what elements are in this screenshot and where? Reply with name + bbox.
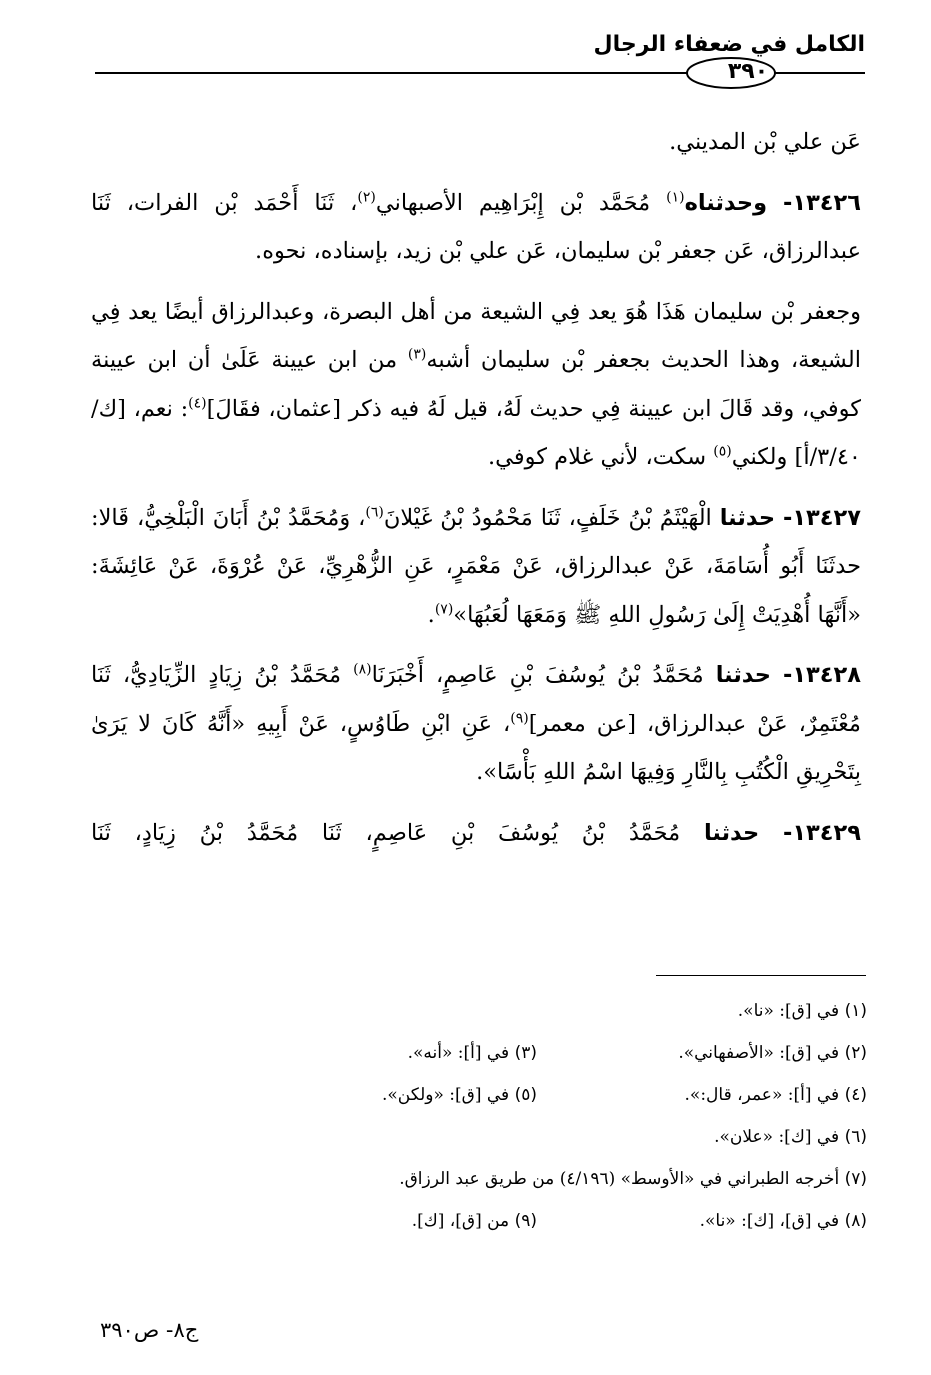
- footnote-row: [87, 1074, 867, 1116]
- footnote-label: (٦): [844, 1127, 867, 1147]
- footnote-ref: (٧): [434, 601, 454, 617]
- text: الْهَيْثَمُ بْنُ خَلَفٍ، ثَنَا مَحْمُودُ بْنُ غَيْلانَ: [383, 504, 720, 531]
- footnote-text: في [ق]، [ك]: «نا».: [699, 1211, 845, 1231]
- footnote-text: في [ق]: «نا».: [737, 1001, 845, 1021]
- footnote-ref: (٩): [510, 710, 529, 726]
- footnote-text: في [ك]: «علان».: [714, 1127, 845, 1147]
- hadith-number: ١٣٤٢٨-: [782, 662, 861, 688]
- footnote-5: [207, 1074, 537, 1116]
- footnote-6: [87, 1116, 867, 1158]
- keyword: حدثنا: [715, 662, 771, 688]
- text: ، وَمُحَمَّدُ بْنُ أَبَانَ الْبَلْخِيُّ، قَالا: حدثَنَا أَبُو أُسَامَةَ، عَنْ عبدالرزاق، عَنْ مَعْمَرٍ، عَنِ الزُّهْرِيِّ، عَنْ عُرْوَةَ، عَنْ عَائِشَةَ: «أَنَّهَا أُهْدِيَتْ إِلَىٰ رَسُولِ اللهِ ﷺ وَمَعَهَا لُعَبُهَا»: [91, 504, 861, 628]
- footnote-8: [537, 1200, 867, 1242]
- footnote-row: [87, 1116, 867, 1158]
- page-number: ٣٩٠: [727, 59, 769, 84]
- keyword: حدثنا: [703, 819, 760, 846]
- footnote-ref: (٨): [353, 661, 372, 678]
- text: مُحَمَّدُ بْنُ زِيَادٍ الزِّيَادِيُّ، ثَنَا مُعْتَمِرٌ، عَنْ عبدالرزاق، [عن معمر]: [91, 662, 861, 737]
- footnote-text: في [ق]: «الأصفهاني».: [678, 1043, 845, 1063]
- text: عَن علي بْن المديني.: [669, 129, 861, 155]
- footnote-label: (٥): [514, 1085, 537, 1105]
- footnote-separator: [656, 975, 866, 976]
- footnote-row: [87, 1158, 867, 1200]
- text: سكت، لأني غلام كوفي.: [488, 444, 714, 470]
- text: ، ثَنَا أَحْمَد بْن الفرات، ثَنَا عبدالرزاق، عَن جعفر بْن سليمان، عَن علي بْن زيد، بإسناده، نحوه.: [91, 189, 861, 264]
- hadith-13427: [91, 494, 861, 640]
- footnote-text: في [أ]: «أنه».: [407, 1043, 515, 1063]
- text: مُحَمَّدُ بْنُ يُوسُفَ بْنِ عَاصِمٍ، ثَنَا مُحَمَّدُ بْنُ زِيَادٍ، ثَنَا: [91, 819, 704, 846]
- footnote-row: [87, 1200, 867, 1242]
- footnote-ref: (٦): [365, 504, 384, 520]
- footnote-text: أخرجه الطبراني في «الأوسط» (٤/١٩٦) من طريق عبد الرزاق.: [399, 1169, 845, 1189]
- footnote-text: في [ق]: «ولكن».: [381, 1085, 515, 1105]
- keyword: حدثنا: [719, 504, 776, 531]
- text: وجعفر بْن سليمان هَذَا هُوَ يعد فِي الشيعة من أهل البصرة، وعبدالرزاق أيضًا يعد فِي الشيعة، وهذا الحديث بجعفر بْن سليمان أشبه: [91, 298, 861, 373]
- footnote-ref: (٣): [407, 346, 427, 363]
- volume-page-reference: ج٨- ص٣٩٠: [100, 1318, 199, 1342]
- footnote-4: [537, 1074, 867, 1116]
- footnote-ref: (١): [666, 189, 685, 205]
- book-title: الكامل في ضعفاء الرجال: [593, 32, 865, 57]
- hadith-13428: [91, 651, 861, 797]
- footnote-label: (٩): [514, 1211, 537, 1231]
- footnote-3: [207, 1032, 537, 1074]
- keyword: وحدثناه: [684, 189, 768, 216]
- hadith-number: ١٣٤٢٩-: [782, 819, 861, 846]
- text: مُحَمَّدُ بْنُ يُوسُفَ بْنِ عَاصِمٍ، أَخْبَرَنَا: [371, 662, 716, 688]
- text: مُحَمَّد بْن إِبْرَاهِيم الأصبهاني: [375, 189, 667, 216]
- footnote-text: في [أ]: «عمر، قال:».: [684, 1085, 845, 1105]
- footnote-row: [87, 990, 867, 1032]
- main-text: [91, 118, 861, 857]
- footnote-row: [87, 1032, 867, 1074]
- footnote-label: (٣): [514, 1043, 537, 1063]
- paragraph: [91, 288, 861, 482]
- footnote-9: [207, 1200, 537, 1242]
- footnote-ref: (٥): [713, 443, 732, 460]
- text: .: [427, 601, 435, 628]
- footnote-7: [87, 1158, 867, 1200]
- footnotes: [87, 990, 867, 1242]
- footnote-label: (١): [844, 1001, 867, 1021]
- footnote-label: (٨): [844, 1211, 867, 1231]
- footnote-label: (٧): [844, 1169, 867, 1189]
- footnote-ref: (٤): [188, 395, 207, 411]
- hadith-13429: [91, 809, 861, 858]
- hadith-number: ١٣٤٢٧-: [782, 504, 861, 531]
- footnote-label: (٢): [844, 1043, 867, 1063]
- footnote-1: [87, 990, 867, 1032]
- text: من ابن عيينة عَلَىٰ أن ابن عيينة كوفي، وقد قَالَ ابن عيينة فِي حديث لَهُ، قيل لَهُ فيه ذكر [عثمان، فقَالَ]: [91, 347, 861, 422]
- hadith-number: ١٣٤٢٦-: [783, 189, 862, 216]
- text: ، عَنِ ابْنِ طَاوُسٍ، عَنْ أَبِيهِ «أَنَّهُ كَانَ لا يَرَىٰ بِتَحْرِيقِ الْكُتُبِ بِالنَّارِ وَفِيهَا اسْمُ اللهِ بَأْسًا».: [91, 710, 861, 785]
- footnote-2: [537, 1032, 867, 1074]
- hadith-13426: [91, 179, 861, 276]
- footnote-label: (٤): [844, 1085, 867, 1105]
- footnote-text: من [ق]، [ك].: [411, 1211, 515, 1231]
- paragraph: [91, 118, 861, 167]
- footnote-ref: (٢): [357, 189, 376, 205]
- text: : نعم، [ك/٣/٤٠/أ] ولكني: [91, 395, 861, 470]
- page-header: [95, 30, 865, 90]
